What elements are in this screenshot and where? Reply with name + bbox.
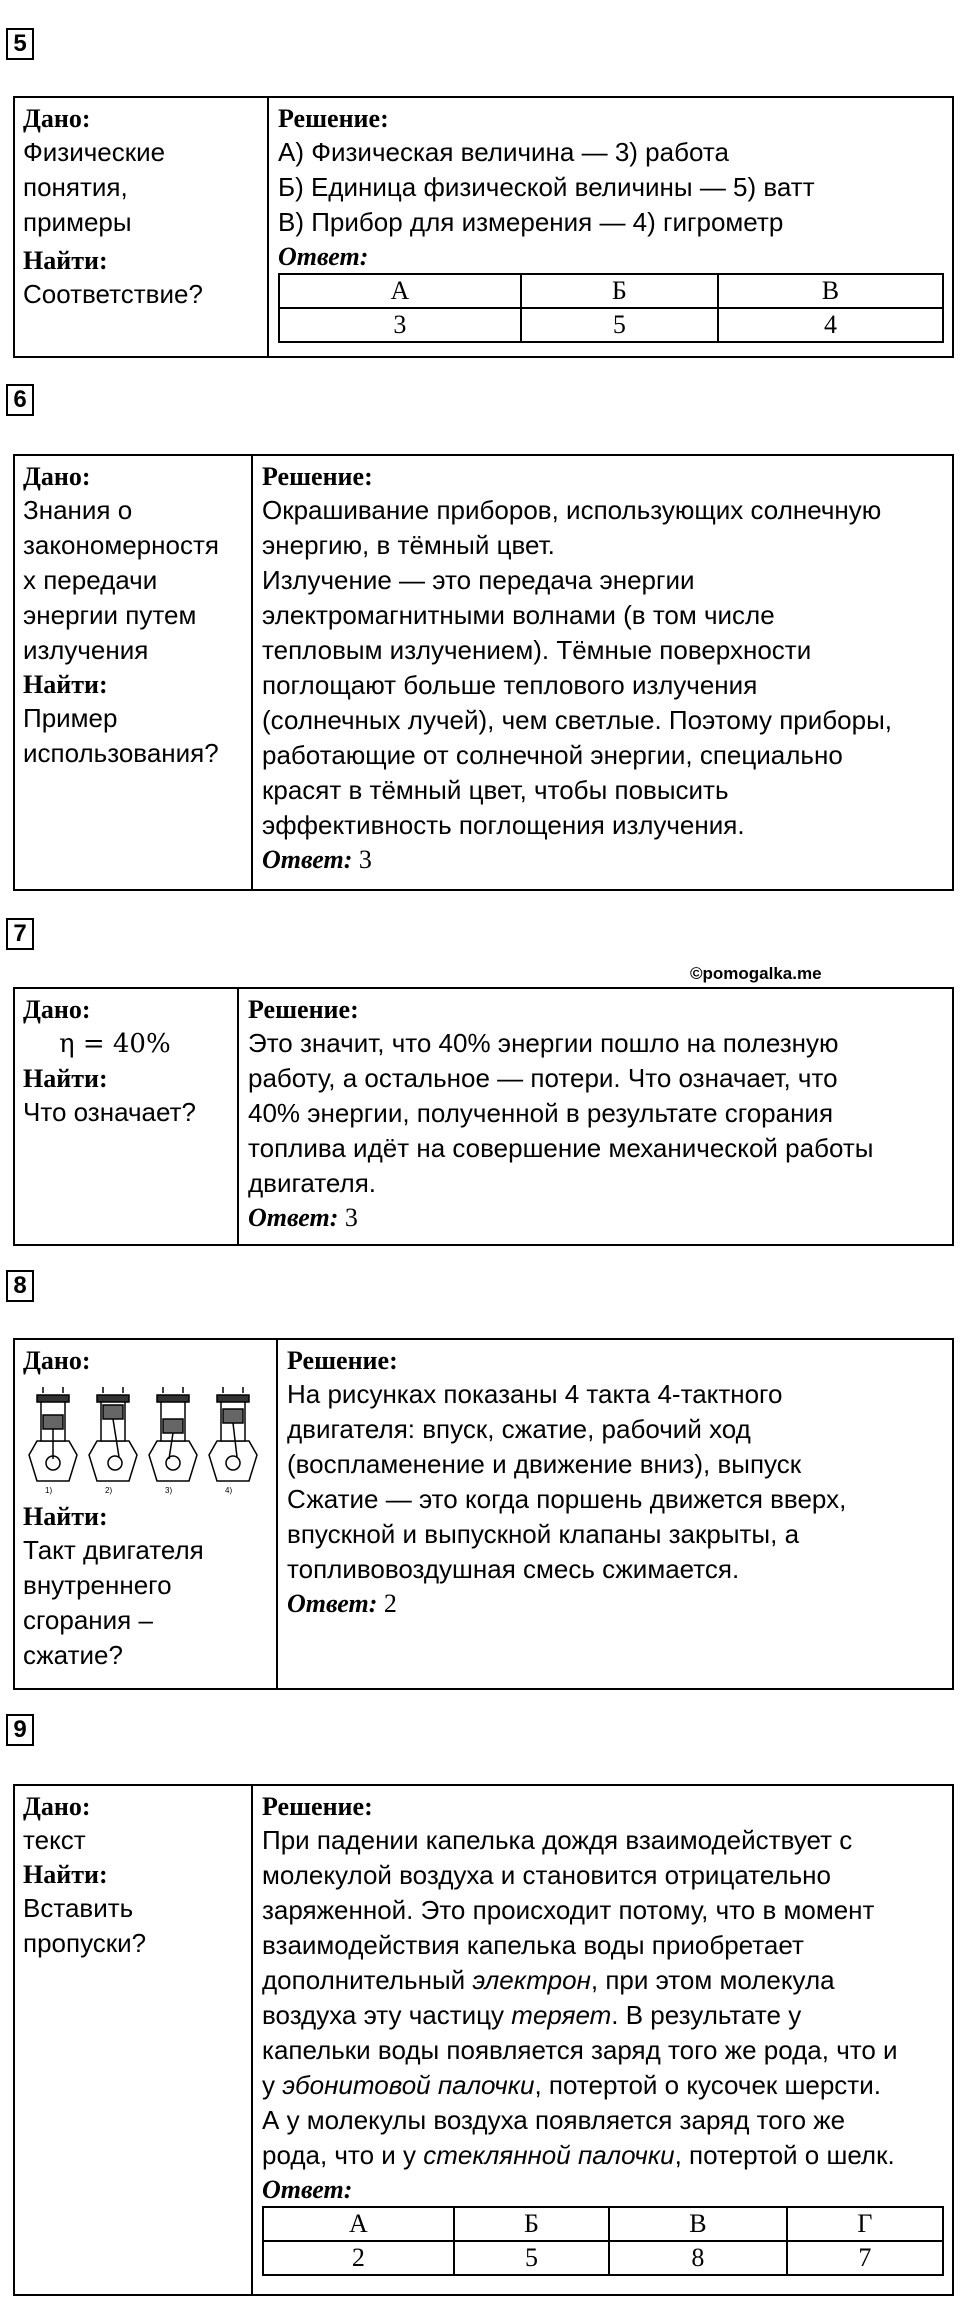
solution-header: Решение:	[262, 1792, 373, 1821]
engine-stroke-figure	[149, 1387, 197, 1481]
solution-line: двигателя: впуск, сжатие, рабочий ход	[287, 1414, 751, 1444]
solution-line: двигателя.	[248, 1168, 376, 1198]
answer-table-header: В	[718, 274, 943, 308]
solution-column	[278, 1340, 952, 1688]
solution-line: энергию, в тёмный цвет.	[262, 530, 555, 560]
engine-stroke-figure	[29, 1387, 77, 1481]
solution-line: топлива идёт на совершение механической работы	[248, 1133, 874, 1163]
answer-label: Ответ:	[287, 1589, 378, 1618]
answer-table-cell: 8	[609, 2241, 787, 2275]
find-header: Найти:	[23, 246, 108, 275]
solution-line: тепловым излучением). Тёмные поверхности	[262, 635, 812, 665]
given-line: энергии путем	[23, 600, 197, 630]
given-line: примеры	[23, 207, 132, 237]
answer-table-cell: 2	[263, 2241, 454, 2275]
answer-label: Ответ:	[248, 1203, 339, 1232]
find-header: Найти:	[23, 670, 108, 699]
solution-line: А) Физическая величина — 3) работа	[278, 137, 729, 167]
find-header: Найти:	[23, 1502, 108, 1531]
solution-line: (солнечных лучей), чем светлые. Поэтому приборы,	[262, 705, 893, 735]
engine-stroke-label: 4)	[225, 1486, 233, 1495]
find-line: Соответствие?	[23, 279, 203, 309]
answer-table-header: А	[263, 2207, 454, 2241]
given-column	[15, 1786, 253, 2294]
given-header: Дано:	[23, 1346, 91, 1375]
find-header: Найти:	[23, 1860, 108, 1889]
answer-table-header: Б	[521, 274, 718, 308]
given-column	[15, 1340, 278, 1688]
answer-value: 3	[358, 845, 372, 874]
task-number: 5	[6, 28, 34, 60]
answer-line	[248, 1201, 944, 1234]
solution-line: Сжатие — это когда поршень движется вверх,	[287, 1484, 847, 1514]
answer-value: 2	[383, 1589, 397, 1618]
solution-line: воздуха эту частицу теряет. В результате у	[262, 2000, 802, 2030]
engine-strokes-illustration	[23, 1385, 267, 1495]
given-line: излучения	[23, 635, 149, 665]
find-header: Найти:	[23, 1064, 108, 1093]
solution-line: электромагнитными волнами (в том числе	[262, 600, 775, 630]
find-line: внутреннего	[23, 1570, 172, 1600]
solution-line: В) Прибор для измерения — 4) гигрометр	[278, 207, 784, 237]
answer-table-header: Б	[454, 2207, 609, 2241]
answer-table-header: В	[609, 2207, 787, 2241]
given-line: Знания о	[23, 495, 133, 525]
find-line: сжатие?	[23, 1640, 123, 1670]
answer-table-header: А	[279, 274, 521, 308]
find-line: Такт двигателя	[23, 1535, 204, 1565]
solution-line: красят в тёмный цвет, чтобы повысить	[262, 775, 729, 805]
solution-line: капельки воды появляется заряд того же рода, что и	[262, 2035, 898, 2065]
watermark: ©pomogalka.me	[690, 964, 822, 983]
given-formula: η = 40%	[59, 1029, 171, 1059]
engine-stroke-label: 1)	[45, 1486, 53, 1495]
solution-line: 40% энергии, полученной в результате сгорания	[248, 1098, 834, 1128]
given-column	[15, 98, 269, 356]
filled-blank: стеклянной палочки	[423, 2140, 675, 2170]
solution-line: работающие от солнечной энергии, специально	[262, 740, 843, 770]
task-box	[13, 1338, 954, 1690]
filled-blank: эбонитовой палочки	[282, 2070, 535, 2100]
solution-line: у эбонитовой палочки, потертой о кусочек шерсти.	[262, 2070, 881, 2100]
answer-label: Ответ:	[278, 242, 369, 271]
engine-stroke-figure	[209, 1387, 257, 1481]
find-line: использования?	[23, 738, 219, 768]
task-number: 8	[6, 1270, 34, 1302]
task-box	[13, 96, 954, 358]
given-column	[15, 456, 253, 889]
given-line: текст	[23, 1825, 86, 1855]
solution-line: работу, а остальное — потери. Что означает, что	[248, 1063, 838, 1093]
answer-table-cell: 3	[279, 308, 521, 342]
solution-line: поглощают больше теплового излучения	[262, 670, 758, 700]
solution-line: впускной и выпускной клапаны закрыты, а	[287, 1519, 800, 1549]
solution-column	[253, 1786, 952, 2294]
answer-table	[278, 273, 944, 343]
solution-header: Решение:	[262, 462, 373, 491]
answer-table-cell: 7	[787, 2241, 943, 2275]
engine-stroke-label: 2)	[105, 1486, 113, 1495]
solution-line: рода, что и у стеклянной палочки, потертой о шелк.	[262, 2140, 895, 2170]
answer-line	[262, 843, 944, 876]
given-line: х передачи	[23, 565, 158, 595]
given-line: закономерностя	[23, 530, 219, 560]
answer-label: Ответ:	[262, 845, 353, 874]
find-line: Пример	[23, 703, 118, 733]
answer-table-cell: 5	[521, 308, 718, 342]
answer-value: 3	[344, 1203, 358, 1232]
solution-line: топливовоздушная смесь сжимается.	[287, 1554, 740, 1584]
solution-line: При падении капелька дождя взаимодействует с	[262, 1825, 853, 1855]
solution-line: эффективность поглощения излучения.	[262, 810, 745, 840]
find-line: Что означает?	[23, 1097, 196, 1127]
given-column	[15, 989, 239, 1244]
task-number: 7	[6, 918, 34, 950]
task-box	[13, 987, 954, 1246]
solution-line: На рисунках показаны 4 такта 4-тактного	[287, 1379, 783, 1409]
solution-line: Излучение — это передача энергии	[262, 565, 695, 595]
task-number: 6	[6, 384, 34, 416]
solution-line: молекулой воздуха и становится отрицательно	[262, 1860, 831, 1890]
solution-column	[269, 98, 952, 356]
find-line: сгорания –	[23, 1605, 153, 1635]
find-line: Вставить	[23, 1893, 134, 1923]
task-number: 9	[6, 1714, 34, 1746]
solution-column	[253, 456, 952, 889]
solution-header: Решение:	[278, 104, 389, 133]
solution-column	[239, 989, 952, 1244]
solution-line: дополнительный электрон, при этом молекула	[262, 1965, 835, 1995]
solution-line: заряженной. Это происходит потому, что в момент	[262, 1895, 875, 1925]
given-header: Дано:	[23, 104, 91, 133]
task-box	[13, 1784, 954, 2296]
answer-label: Ответ:	[262, 2175, 353, 2204]
given-line: понятия,	[23, 172, 128, 202]
solution-line: Б) Единица физической величины — 5) ватт	[278, 172, 815, 202]
find-line: пропуски?	[23, 1928, 147, 1958]
answer-table-header: Г	[787, 2207, 943, 2241]
filled-blank: электрон	[472, 1965, 591, 1995]
solution-header: Решение:	[248, 995, 359, 1024]
answer-line	[287, 1587, 944, 1620]
engine-stroke-figure	[89, 1387, 137, 1481]
given-header: Дано:	[23, 462, 91, 491]
given-header: Дано:	[23, 995, 91, 1024]
solution-header: Решение:	[287, 1346, 398, 1375]
task-box	[13, 454, 954, 891]
given-line: Физические	[23, 137, 166, 167]
engine-stroke-label: 3)	[165, 1486, 173, 1495]
answer-table-cell: 4	[718, 308, 943, 342]
answer-table	[262, 2206, 944, 2276]
answer-table-cell: 5	[454, 2241, 609, 2275]
solution-line: (воспламенение и движение вниз), выпуск	[287, 1449, 802, 1479]
solution-line: Это значит, что 40% энергии пошло на полезную	[248, 1028, 839, 1058]
solution-line: А у молекулы воздуха появляется заряд того же	[262, 2105, 846, 2135]
solution-line: Окрашивание приборов, использующих солнечную	[262, 495, 882, 525]
filled-blank: теряет	[511, 2000, 612, 2030]
given-header: Дано:	[23, 1792, 91, 1821]
solution-line: взаимодействия капелька воды приобретает	[262, 1930, 804, 1960]
